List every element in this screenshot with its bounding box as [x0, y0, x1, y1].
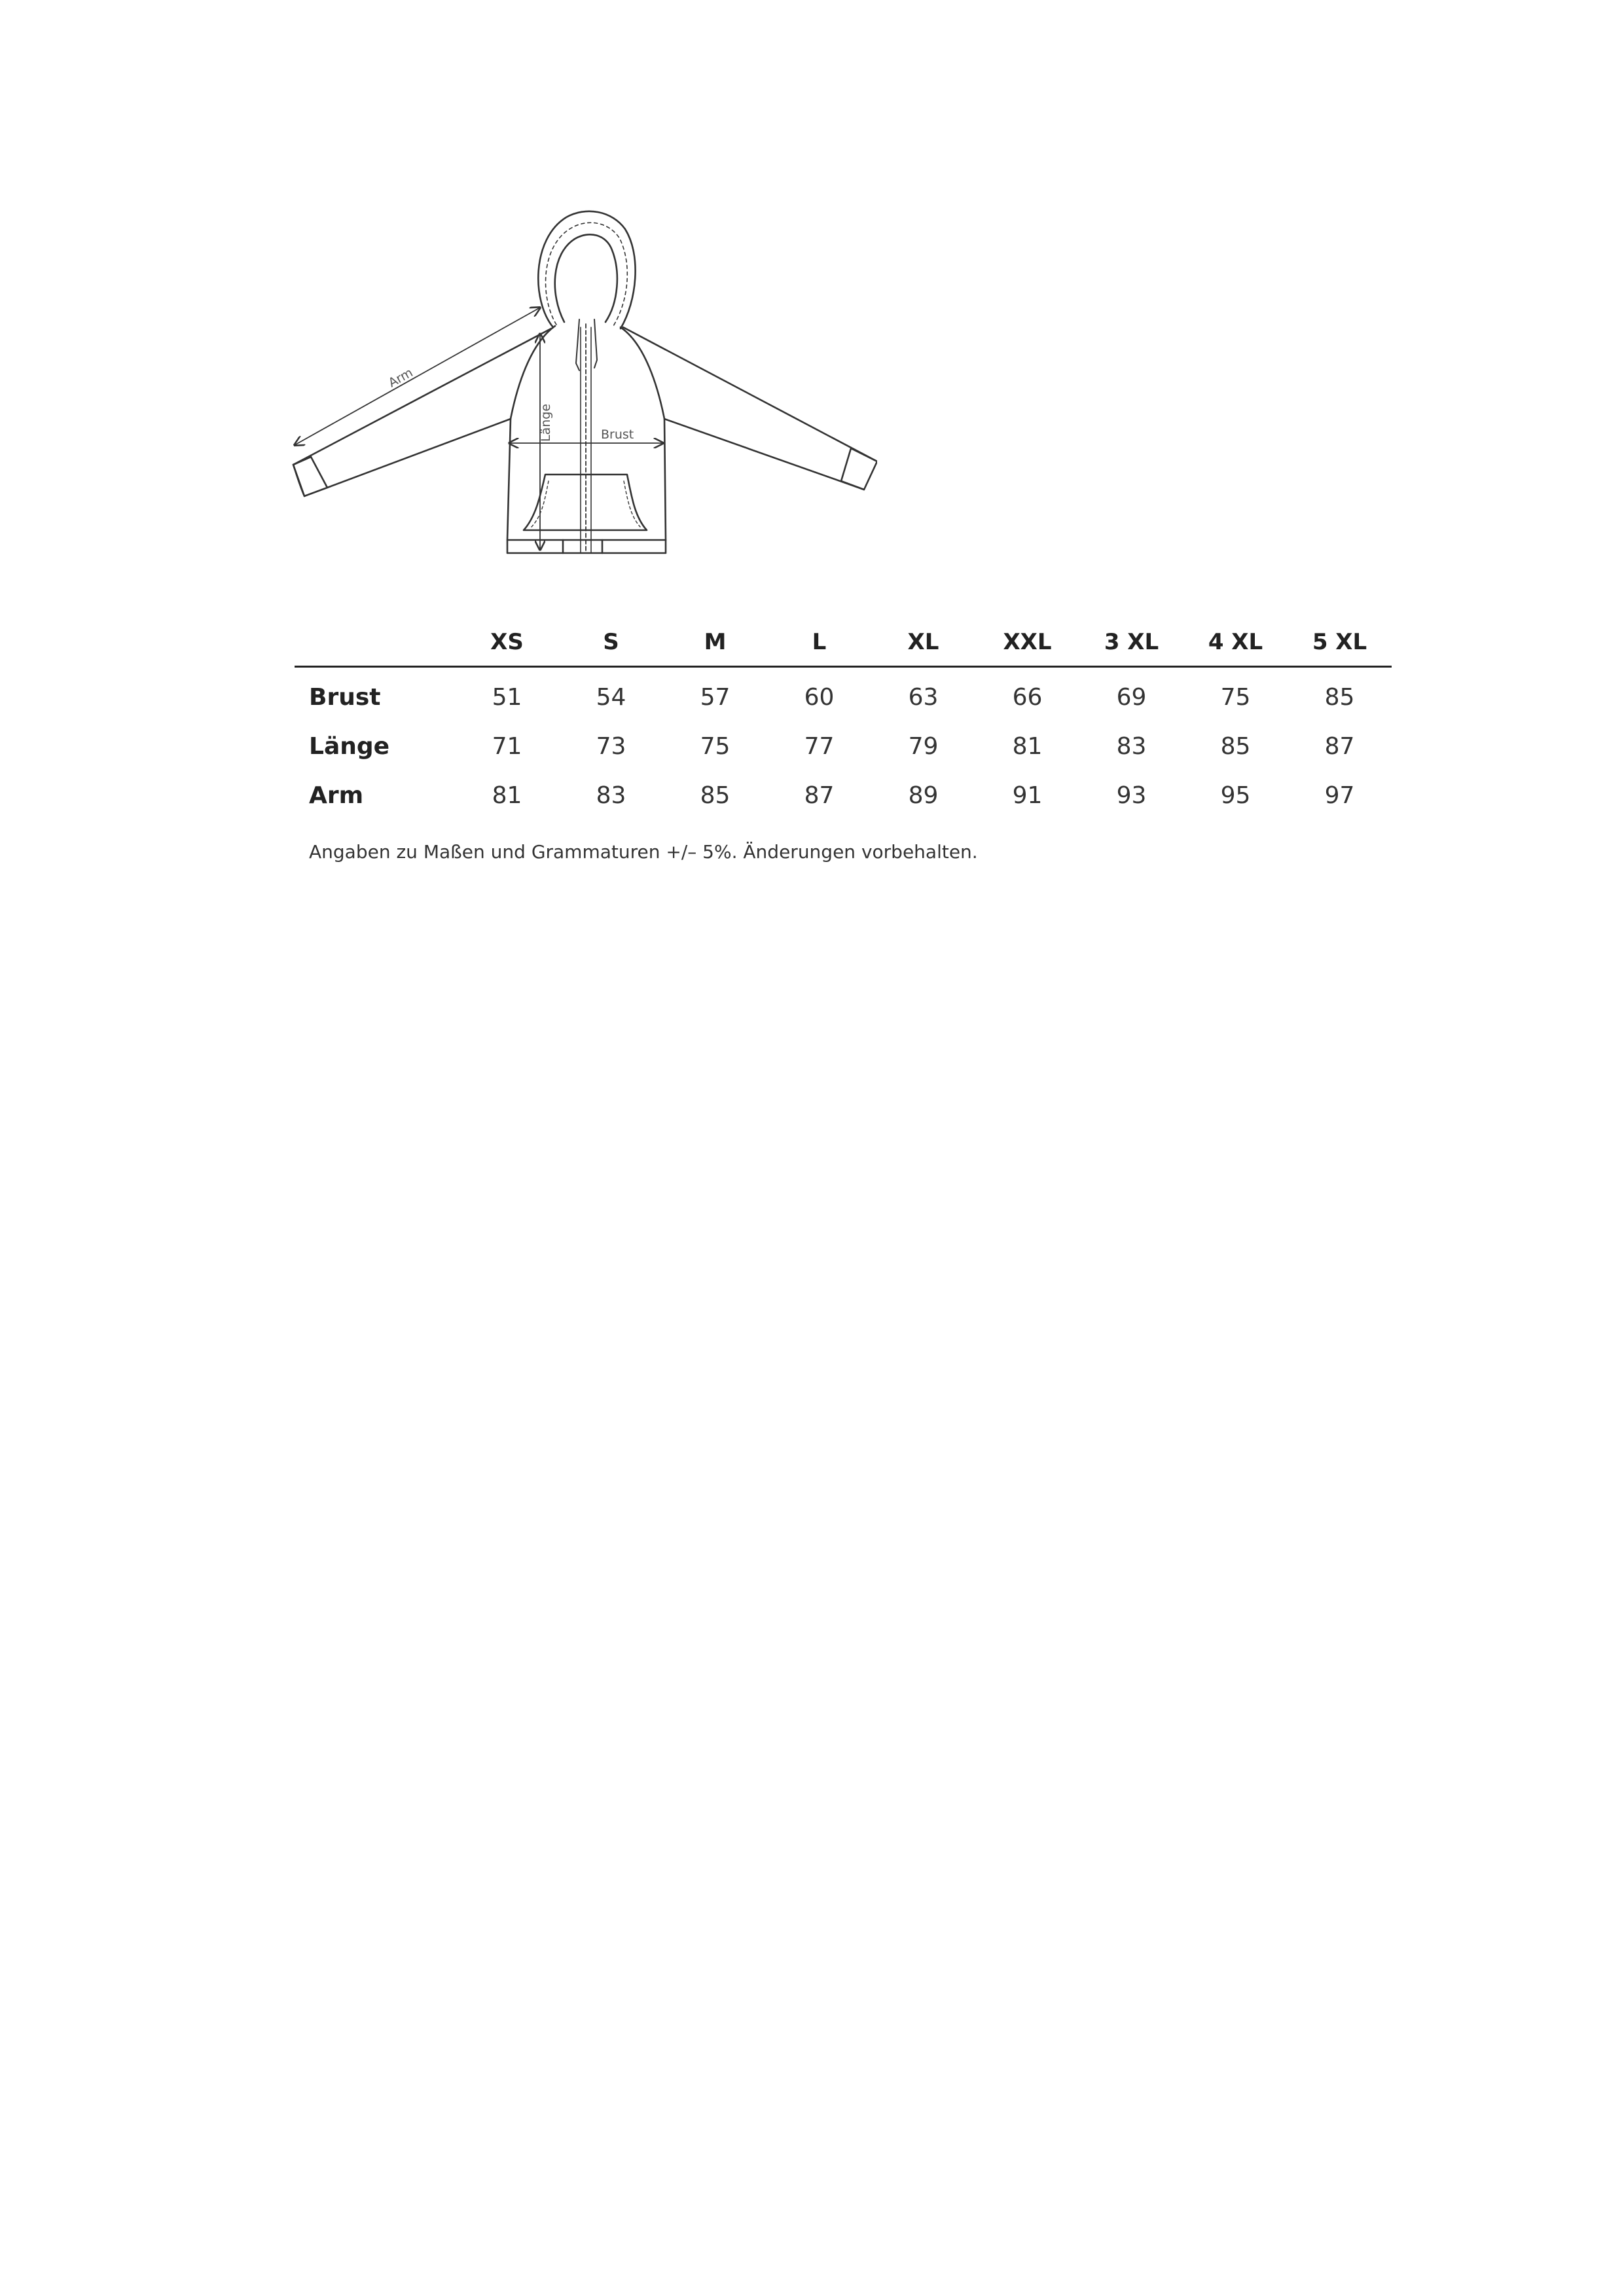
footnote: Angaben zu Maßen und Grammaturen +/– 5%. Änderungen vorbehalten. — [309, 841, 978, 863]
table-cell: 93 — [1116, 782, 1147, 809]
row-label: Brust — [309, 684, 381, 711]
drawstring-right — [594, 319, 597, 368]
table-cell: 85 — [700, 782, 731, 809]
table-cell: 91 — [1012, 782, 1043, 809]
size-header: L — [767, 619, 871, 667]
table-cell: 95 — [1220, 782, 1251, 809]
hoodie-measurement-diagram — [288, 203, 877, 556]
hood-opening — [555, 234, 617, 322]
table-cell: 51 — [492, 684, 522, 711]
chest-label: Brust — [601, 427, 634, 442]
size-header: 5 XL — [1288, 619, 1392, 667]
size-header: XL — [871, 619, 975, 667]
size-header: 4 XL — [1183, 619, 1288, 667]
arm-arrow — [295, 308, 540, 445]
size-table — [295, 619, 1392, 820]
table-cell: 81 — [492, 782, 522, 809]
cuff-left — [293, 457, 327, 496]
table-cell: 85 — [1324, 684, 1355, 711]
table-cell: 63 — [908, 684, 939, 711]
table-cell: 57 — [700, 684, 731, 711]
table-cell: 77 — [804, 733, 835, 760]
hoodie-drawing — [288, 203, 877, 556]
sleeve-right — [623, 327, 877, 461]
size-header: M — [663, 619, 767, 667]
table-cell: 83 — [1116, 733, 1147, 760]
table-cell: 89 — [908, 782, 939, 809]
size-header: S — [559, 619, 663, 667]
table-cell: 54 — [596, 684, 626, 711]
table-cell: 87 — [1324, 733, 1355, 760]
table-cell: 60 — [804, 684, 835, 711]
table-cell: 81 — [1012, 733, 1043, 760]
row-label: Länge — [309, 733, 390, 760]
table-cell: 87 — [804, 782, 835, 809]
table-cell: 97 — [1324, 782, 1355, 809]
table-cell: 66 — [1012, 684, 1043, 711]
table-cell: 83 — [596, 782, 626, 809]
drawstring-left — [576, 319, 579, 370]
table-cell: 71 — [492, 733, 522, 760]
cuff-right — [841, 448, 877, 490]
row-label: Arm — [309, 782, 364, 809]
table-cell: 73 — [596, 733, 626, 760]
table-row-arm — [295, 771, 1392, 820]
header-empty-cell — [295, 619, 455, 667]
table-cell: 69 — [1116, 684, 1147, 711]
length-label: Länge — [539, 403, 553, 442]
size-header: XXL — [975, 619, 1079, 667]
table-cell: 79 — [908, 733, 939, 760]
sleeve-left — [293, 329, 551, 465]
table-row-laenge — [295, 722, 1392, 771]
size-header-row — [295, 619, 1392, 667]
table-cell: 85 — [1220, 733, 1251, 760]
size-header: 3 XL — [1079, 619, 1183, 667]
table-cell: 75 — [1220, 684, 1251, 711]
table-row-brust — [295, 667, 1392, 723]
arm-label: Arm — [386, 365, 416, 391]
size-header: XS — [455, 619, 559, 667]
waistband — [507, 540, 666, 553]
table-cell: 75 — [700, 733, 731, 760]
